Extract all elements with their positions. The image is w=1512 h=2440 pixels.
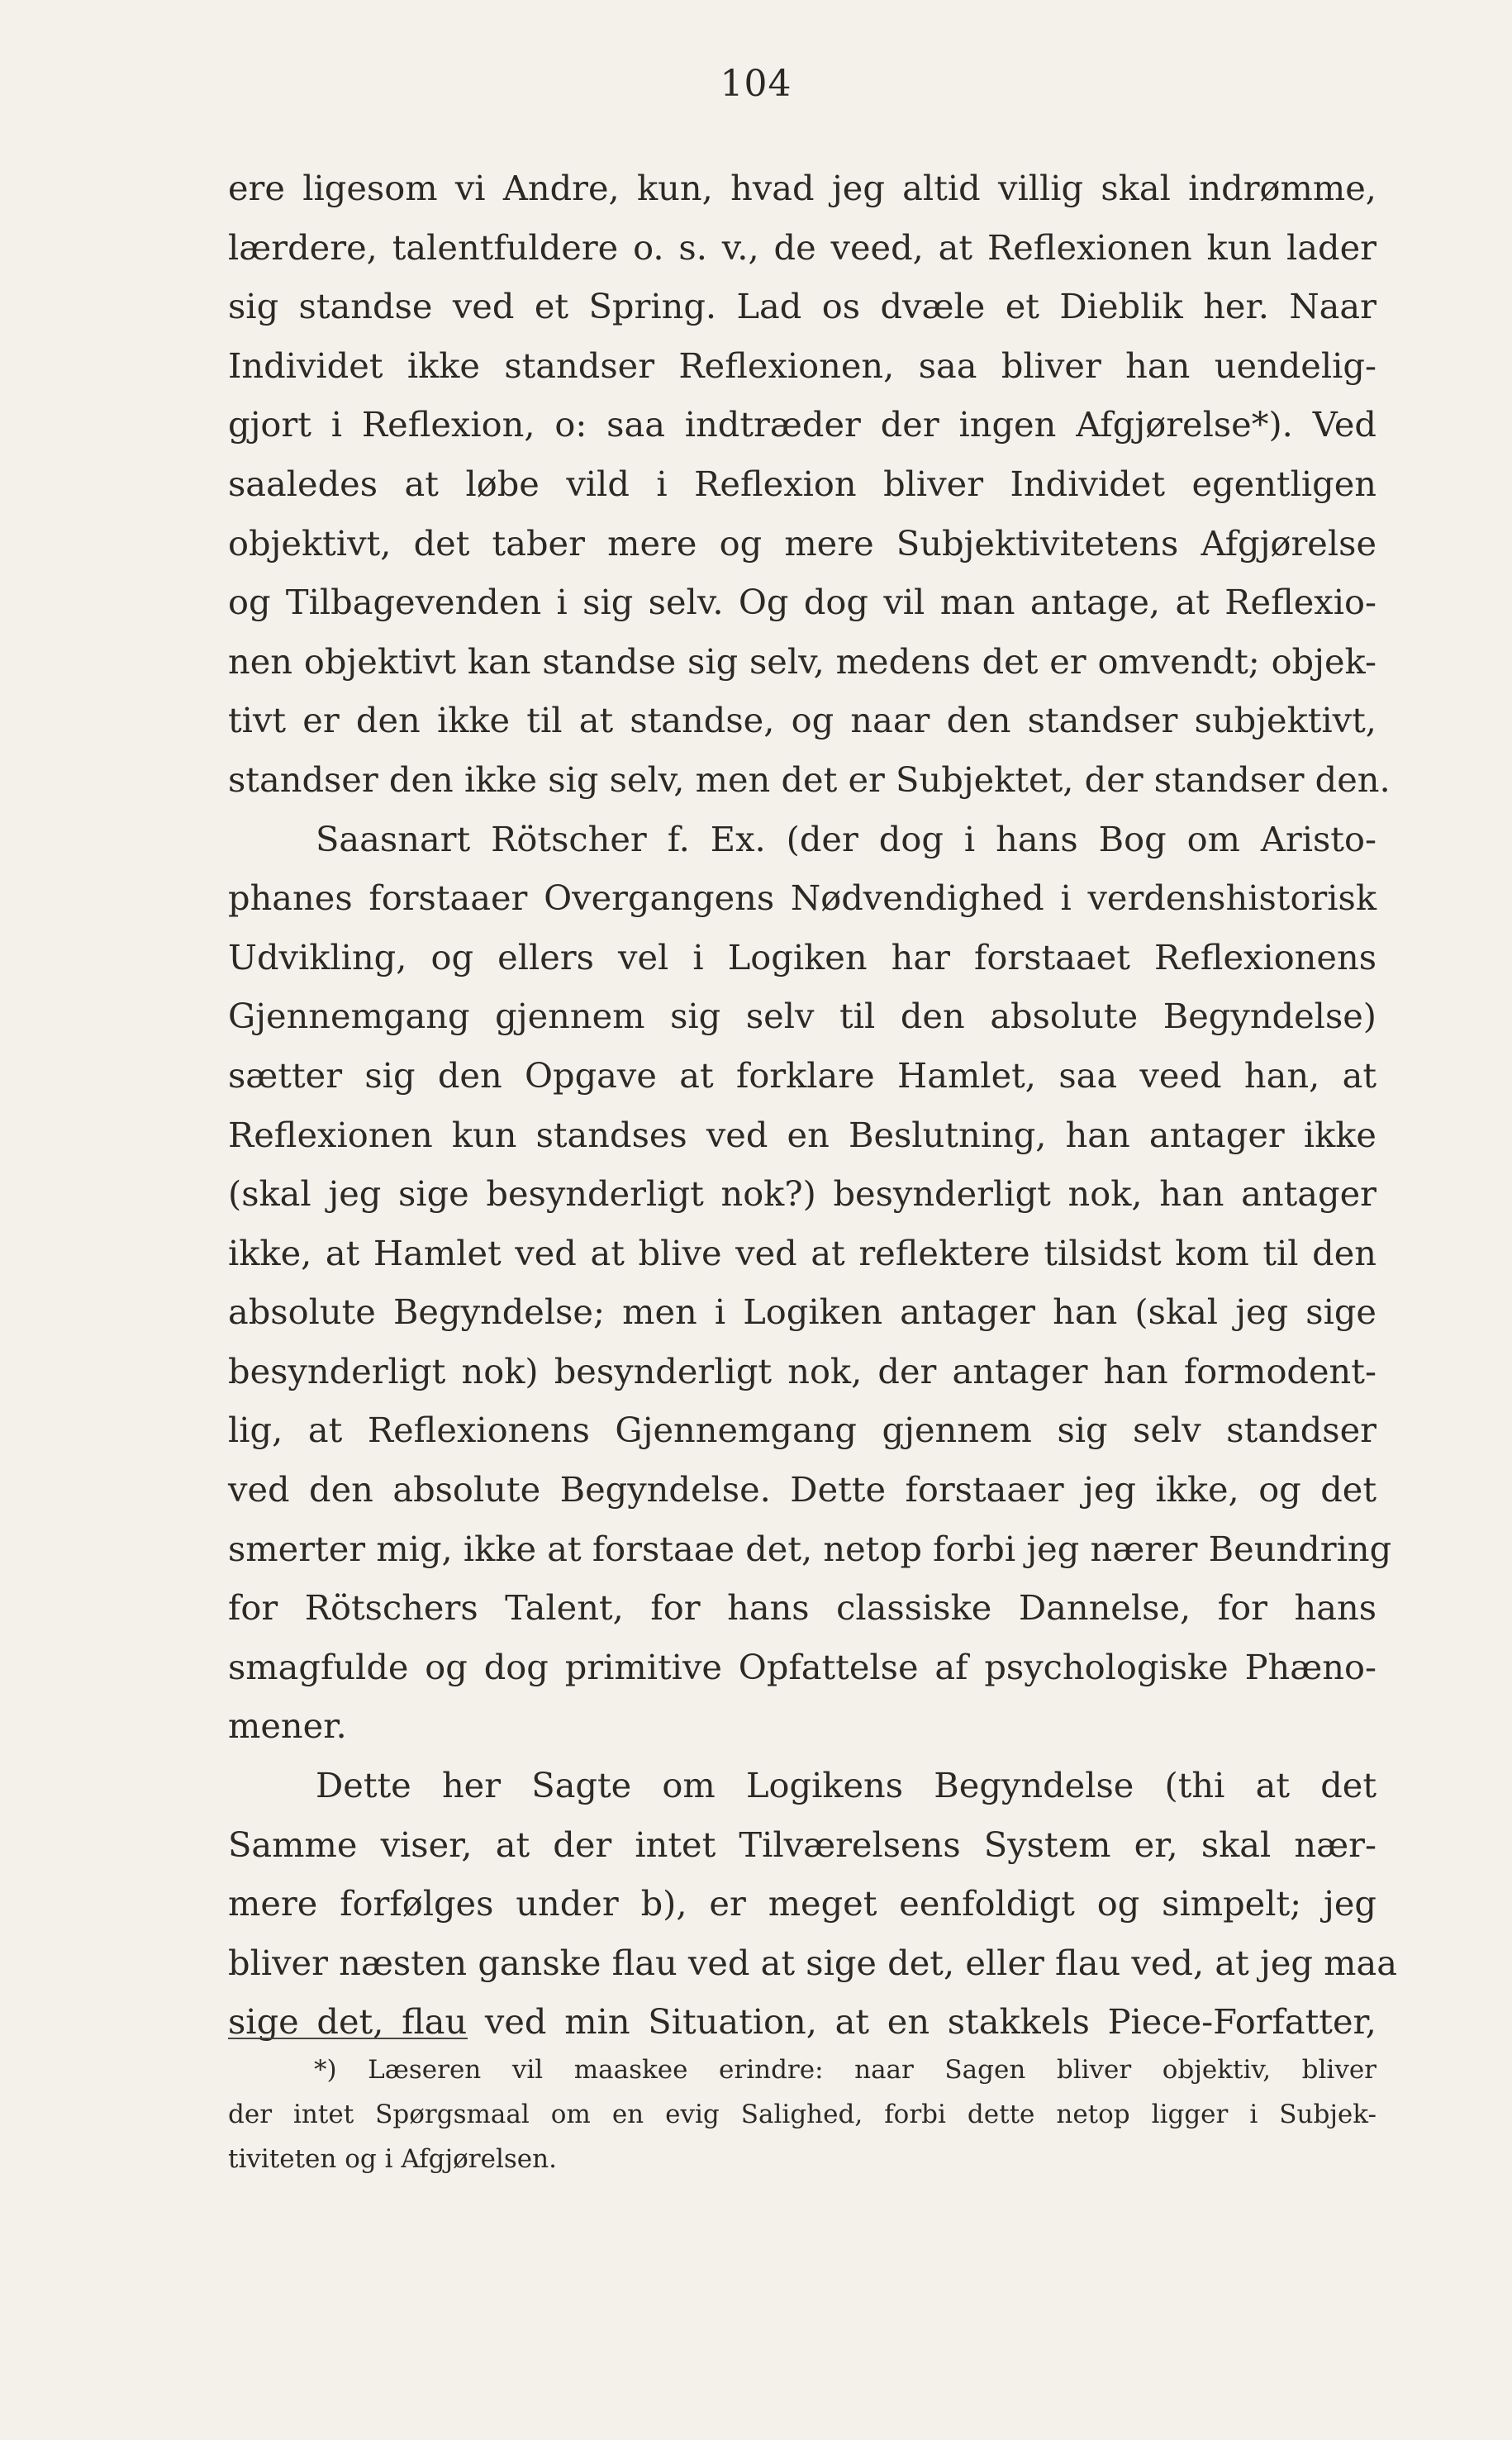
text-line: nen objektivt kan standse sig selv, medens det er omvendt; objek- <box>228 640 1376 682</box>
text-line: absolute Begyndelse; men i Logiken antager han (skal jeg sige <box>228 1291 1376 1333</box>
text-line: Samme viser, at der intet Tilværelsens System er, skal nær- <box>228 1824 1376 1865</box>
paragraph-start-line: Saasnart Rötscher f. Ex. (der dog i hans Bog om Aristo- <box>316 818 1376 859</box>
text-line: objektivt, det taber mere og mere Subjektivitetens Afgjørelse <box>228 522 1376 564</box>
text-line: sætter sig den Opgave at forklare Hamlet, saa veed han, at <box>228 1054 1376 1096</box>
text-line: ikke, at Hamlet ved at blive ved at reflektere tilsidst kom til den <box>228 1232 1376 1273</box>
page-number: 104 <box>720 63 792 105</box>
text-line: standser den ikke sig selv, men det er Subjektet, der standser den. <box>228 759 1391 800</box>
footnote-line: tiviteten og i Afgjørelsen. <box>228 2144 557 2174</box>
footnote-line: *) Læseren vil maaskee erindre: naar Sagen bliver objektiv, bliver <box>314 2055 1376 2085</box>
paragraph-start-line: Dette her Sagte om Logikens Begyndelse (thi at det <box>316 1765 1376 1806</box>
text-line: Individet ikke standser Reflexionen, saa bliver han uendelig- <box>228 345 1376 386</box>
text-line: sige det, flau ved min Situation, at en stakkels Piece-Forfatter, <box>228 2001 1376 2043</box>
text-line: ved den absolute Begyndelse. Dette forstaaer jeg ikke, og det <box>228 1469 1376 1510</box>
text-line: tivt er den ikke til at standse, og naar den standser subjektivt, <box>228 700 1376 741</box>
text-line: mere forfølges under b), er meget eenfoldigt og simpelt; jeg <box>228 1883 1376 1924</box>
footnote <box>228 2048 1376 2181</box>
text-line: lærdere, talentfuldere o. s. v., de veed, at Reflexionen kun lader <box>228 226 1376 268</box>
text-line: lig, at Reflexionens Gjennemgang gjennem sig selv standser <box>228 1410 1376 1451</box>
text-line: smerter mig, ikke at forstaae det, netop forbi jeg nærer Beundring <box>228 1528 1392 1569</box>
text-line: sig standse ved et Spring. Lad os dvæle et Dieblik her. Naar <box>228 286 1376 327</box>
text-line: bliver næsten ganske flau ved at sige det, eller flau ved, at jeg maa <box>228 1942 1397 1983</box>
text-line: gjort i Reflexion, o: saa indtræder der ingen Afgjørelse*). Ved <box>228 404 1376 445</box>
text-line: for Rötschers Talent, for hans classiske Dannelse, for hans <box>228 1587 1376 1629</box>
text-line: phanes forstaaer Overgangens Nødvendighed i verdenshistorisk <box>228 878 1376 919</box>
text-line: besynderligt nok) besynderligt nok, der antager han formodent- <box>228 1350 1376 1391</box>
paragraph-end-line: mener. <box>228 1705 347 1747</box>
text-line: Udvikling, og ellers vel i Logiken har forstaaet Reflexionens <box>228 936 1376 977</box>
text-line: (skal jeg sige besynderligt nok?) besynderligt nok, han antager <box>228 1173 1376 1215</box>
footnote-divider <box>228 2038 468 2039</box>
text-line: Reflexionen kun standses ved en Beslutning, han antager ikke <box>228 1114 1376 1155</box>
text-line: og Tilbagevenden i sig selv. Og dog vil man antage, at Reflexio- <box>228 582 1376 623</box>
text-line: ere ligesom vi Andre, kun, hvad jeg altid villig skal indrømme, <box>228 168 1376 208</box>
text-line: smagfulde og dog primitive Opfattelse af psychologiske Phæno- <box>228 1646 1376 1687</box>
text-line: saaledes at løbe vild i Reflexion bliver Individet egentligen <box>228 463 1376 504</box>
text-line: Gjennemgang gjennem sig selv til den absolute Begyndelse) <box>228 996 1376 1037</box>
footnote-line: der intet Spørgsmaal om en evig Salighed, forbi dette netop ligger i Subjek- <box>228 2100 1376 2129</box>
body-text <box>228 159 1397 2052</box>
